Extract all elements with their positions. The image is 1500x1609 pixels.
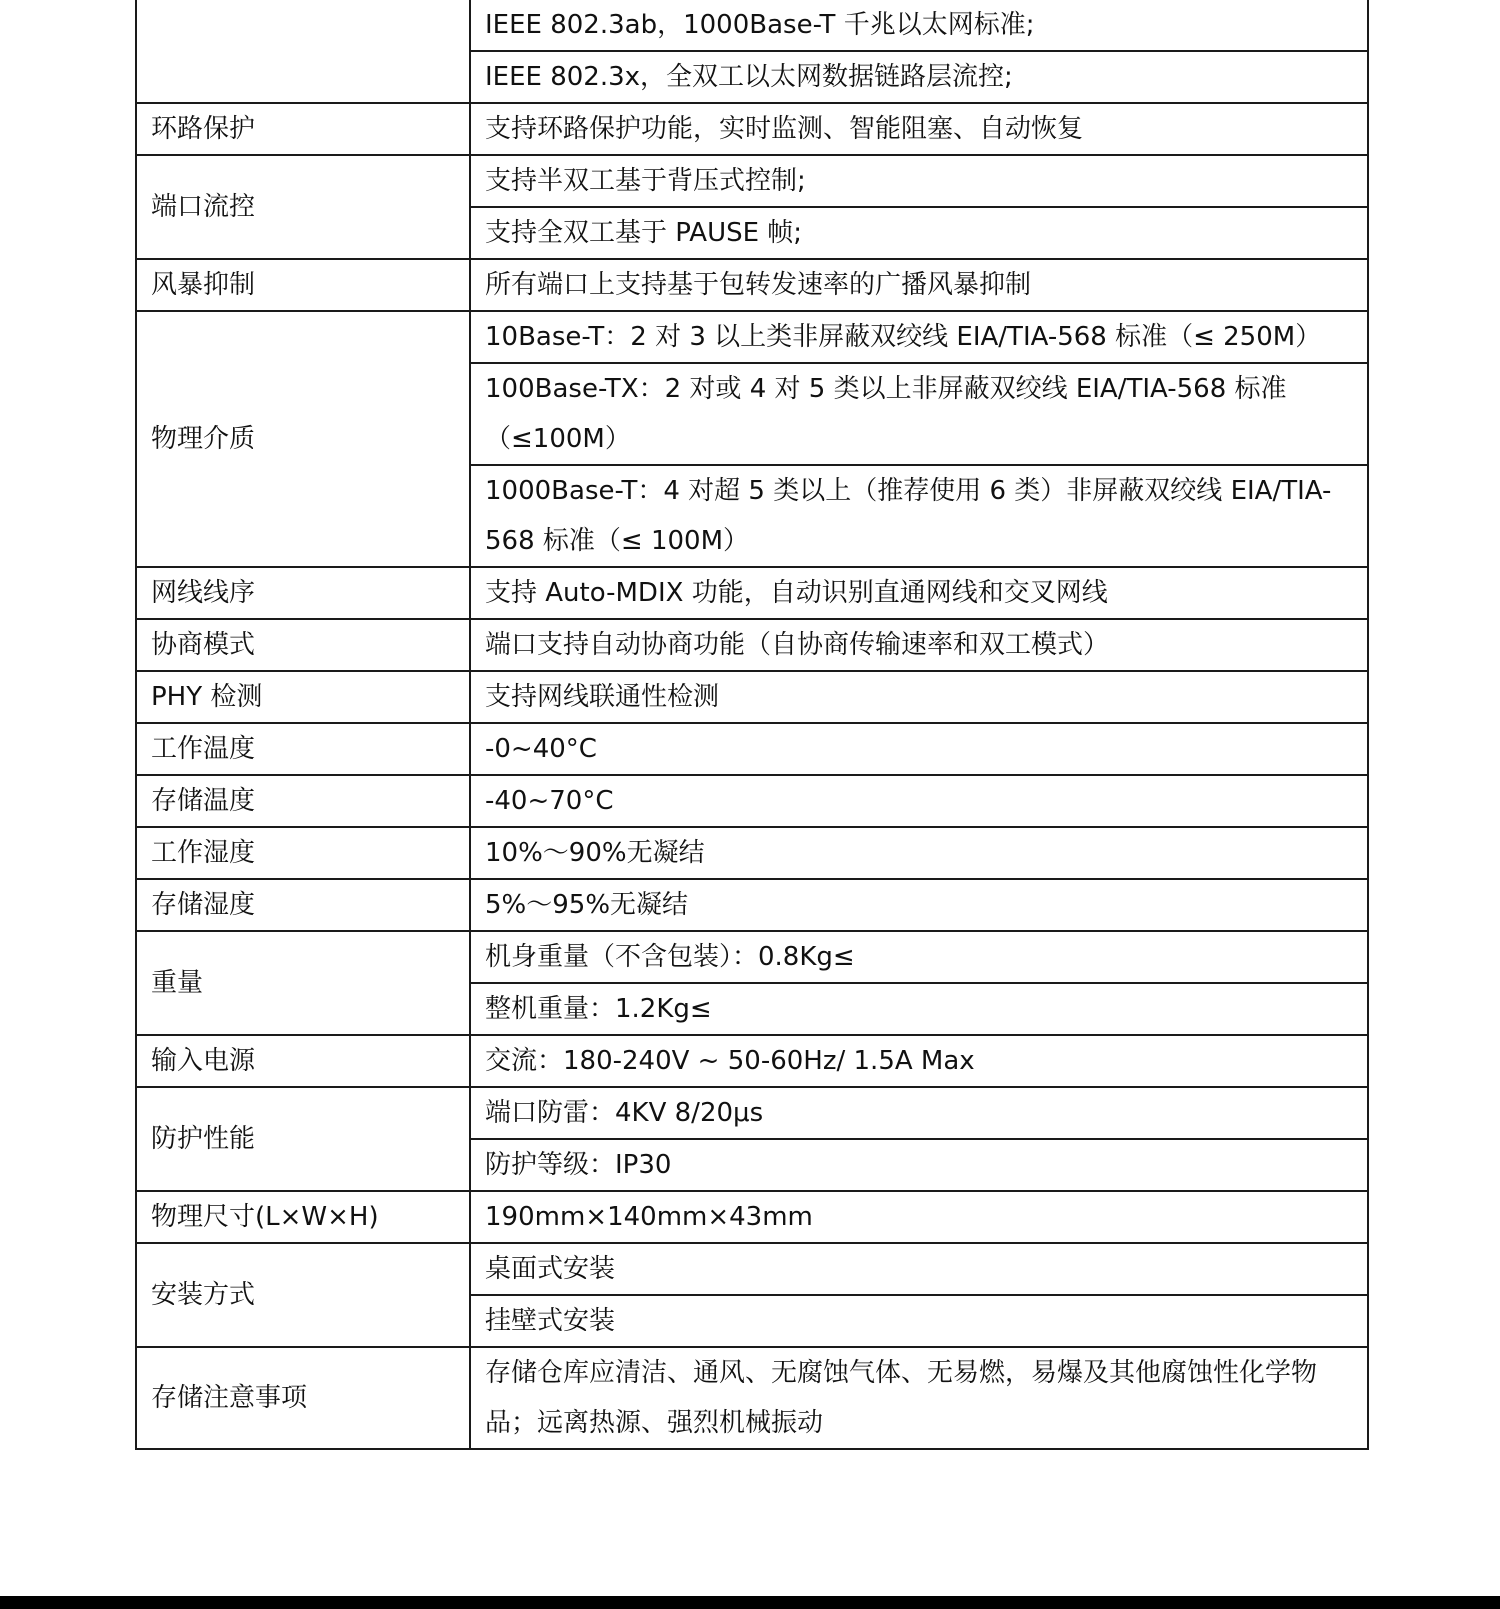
spec-label: 安装方式	[136, 1243, 470, 1347]
spec-value: 支持全双工基于 PAUSE 帧;	[470, 207, 1368, 259]
spec-value: 支持 Auto-MDIX 功能，自动识别直通网线和交叉网线	[470, 567, 1368, 619]
spec-label: 工作湿度	[136, 827, 470, 879]
spec-label: 风暴抑制	[136, 259, 470, 311]
spec-value: 10Base-T：2 对 3 以上类非屏蔽双绞线 EIA/TIA-568 标准（≤ 250M）	[470, 311, 1368, 363]
table-row	[136, 259, 1368, 311]
spec-value: 挂壁式安装	[470, 1295, 1368, 1347]
spec-value: 端口支持自动协商功能（自协商传输速率和双工模式）	[470, 619, 1368, 671]
spec-value: 5%～95%无凝结	[470, 879, 1368, 931]
spec-label: 工作温度	[136, 723, 470, 775]
spec-value: 交流：180-240V ~ 50-60Hz/ 1.5A Max	[470, 1035, 1368, 1087]
table-row	[136, 155, 1368, 207]
spec-label: 输入电源	[136, 1035, 470, 1087]
spec-value: 所有端口上支持基于包转发速率的广播风暴抑制	[470, 259, 1368, 311]
spec-label: 存储注意事项	[136, 1347, 470, 1449]
table-row	[136, 827, 1368, 879]
spec-value: 100Base-TX：2 对或 4 对 5 类以上非屏蔽双绞线 EIA/TIA-568 标准（≤100M）	[470, 363, 1368, 465]
spec-table	[135, 0, 1369, 1450]
table-row	[136, 1243, 1368, 1295]
table-row	[136, 1035, 1368, 1087]
spec-value: 端口防雷：4KV 8/20μs	[470, 1087, 1368, 1139]
spec-value: 存储仓库应清洁、通风、无腐蚀气体、无易燃，易爆及其他腐蚀性化学物品；远离热源、强烈机械振动	[470, 1347, 1368, 1449]
spec-label: 存储温度	[136, 775, 470, 827]
spec-label: PHY 检测	[136, 671, 470, 723]
footer-bar	[0, 1596, 1500, 1609]
spec-value: IEEE 802.3x，全双工以太网数据链路层流控;	[470, 51, 1368, 103]
spec-label: 存储湿度	[136, 879, 470, 931]
table-row	[136, 619, 1368, 671]
spec-label: 环路保护	[136, 103, 470, 155]
spec-value: -40~70°C	[470, 775, 1368, 827]
table-row	[136, 931, 1368, 983]
table-row	[136, 567, 1368, 619]
table-row	[136, 1347, 1368, 1449]
spec-label: 端口流控	[136, 155, 470, 259]
spec-label: 防护性能	[136, 1087, 470, 1191]
spec-label: 重量	[136, 931, 470, 1035]
table-row	[136, 723, 1368, 775]
spec-value: 支持网线联通性检测	[470, 671, 1368, 723]
spec-value: 桌面式安装	[470, 1243, 1368, 1295]
table-row	[136, 0, 1368, 51]
spec-value: IEEE 802.3ab，1000Base-T 千兆以太网标准;	[470, 0, 1368, 51]
spec-label: 网线线序	[136, 567, 470, 619]
spec-value: 支持环路保护功能，实时监测、智能阻塞、自动恢复	[470, 103, 1368, 155]
table-row	[136, 775, 1368, 827]
table-row	[136, 103, 1368, 155]
spec-label: 协商模式	[136, 619, 470, 671]
spec-value: 整机重量：1.2Kg≤	[470, 983, 1368, 1035]
table-row	[136, 311, 1368, 363]
table-row	[136, 1087, 1368, 1139]
spec-label	[136, 0, 470, 103]
spec-value: 190mm×140mm×43mm	[470, 1191, 1368, 1243]
spec-value: 10%～90%无凝结	[470, 827, 1368, 879]
spec-value: 机身重量（不含包装）：0.8Kg≤	[470, 931, 1368, 983]
spec-value: -0~40°C	[470, 723, 1368, 775]
table-row	[136, 1191, 1368, 1243]
spec-label: 物理尺寸(L×W×H)	[136, 1191, 470, 1243]
table-row	[136, 879, 1368, 931]
spec-value: 1000Base-T：4 对超 5 类以上（推荐使用 6 类）非屏蔽双绞线 EIA/TIA-568 标准（≤ 100M）	[470, 465, 1368, 567]
spec-value: 支持半双工基于背压式控制;	[470, 155, 1368, 207]
spec-value: 防护等级：IP30	[470, 1139, 1368, 1191]
spec-label: 物理介质	[136, 311, 470, 567]
table-row	[136, 671, 1368, 723]
